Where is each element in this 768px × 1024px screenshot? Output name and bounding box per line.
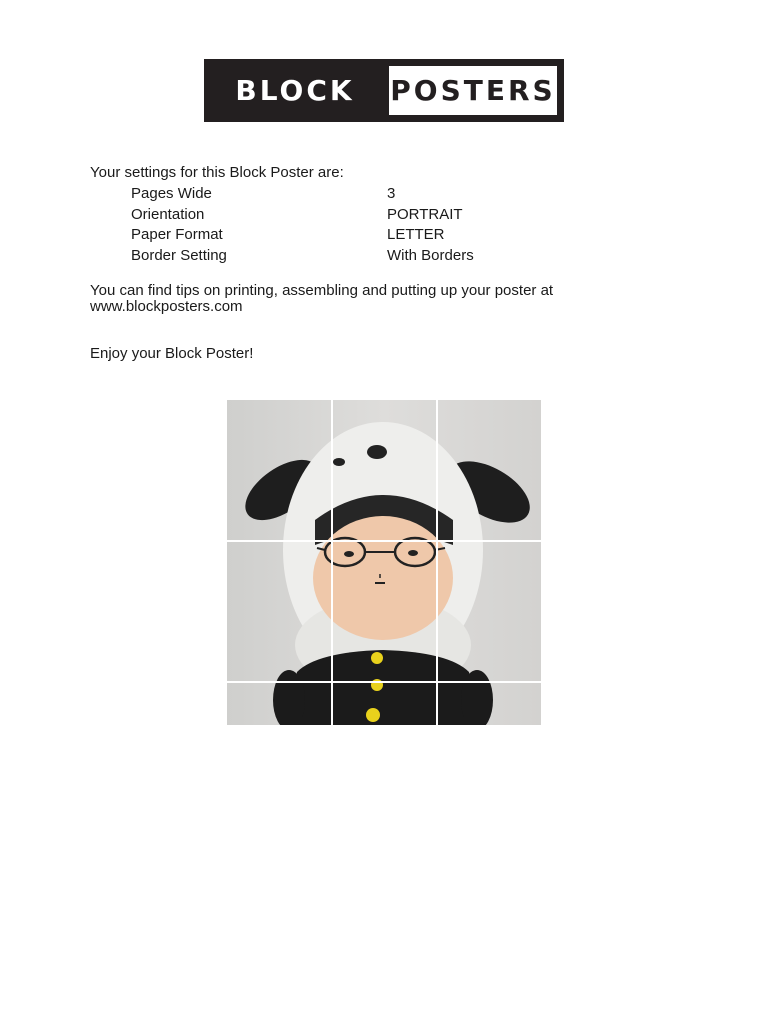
settings-row [131,225,551,246]
setting-value: 3 [387,185,396,202]
settings-row [131,184,551,205]
website-link[interactable]: www.blockposters.com [90,298,243,315]
setting-value: LETTER [387,226,445,244]
settings-list [131,184,551,266]
logo-word-posters: POSTERS [389,66,557,115]
grid-line-vertical [331,400,333,725]
tips-paragraph [90,283,610,315]
grid-line-vertical [436,400,438,725]
settings-row [131,246,551,267]
setting-label: Pages Wide [131,185,212,202]
setting-value: With Borders [387,246,474,264]
tips-text: You can find tips on printing, assembling and putting up your poster at [90,282,554,299]
setting-value: PORTRAIT [387,205,463,223]
enjoy-message: Enjoy your Block Poster! [90,345,254,362]
grid-line-horizontal [227,681,541,683]
logo-word-block: BLOCK [235,74,355,107]
block-posters-logo [204,59,564,122]
settings-row [131,205,551,226]
poster-preview [227,400,541,725]
setting-label: Orientation [131,205,205,223]
plush-doll-illustration [227,400,541,725]
setting-label: Border Setting [131,246,227,264]
settings-intro: Your settings for this Block Poster are: [90,164,344,181]
setting-label: Paper Format [131,226,223,244]
grid-line-horizontal [227,540,541,542]
